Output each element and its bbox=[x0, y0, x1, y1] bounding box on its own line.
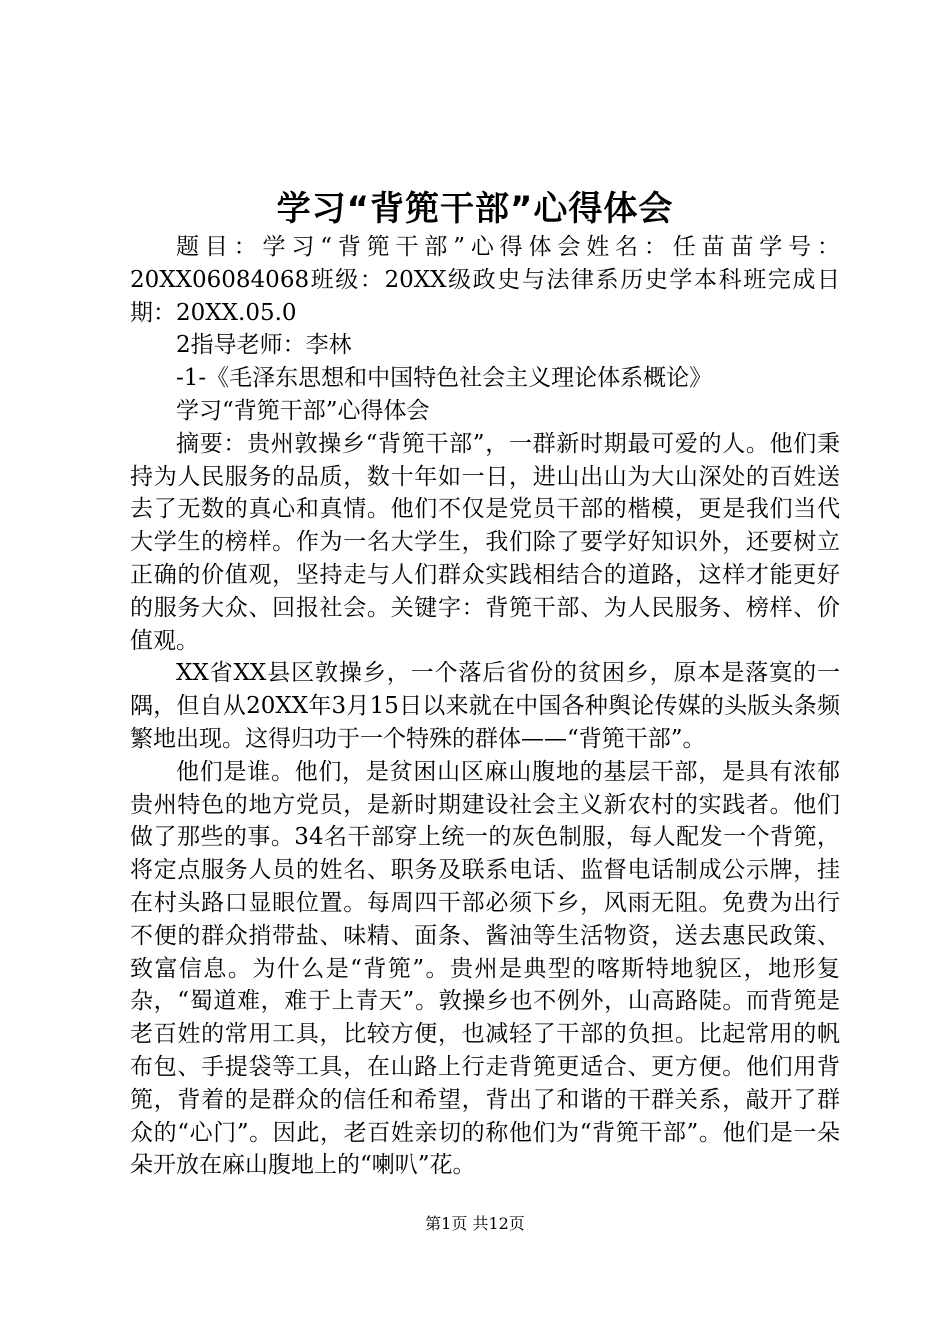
paragraph-intro: XX省XX县区敦操乡，一个落后省份的贫困乡，原本是落寞的一隅，但自从20XX年3月15日以来就在中国各种舆论传媒的头版头条频繁地出现。这得归功于一个特殊的群体——“背篼干部”。 bbox=[130, 660, 840, 752]
paragraph-subtitle: 学习“背篼干部”心得体会 bbox=[176, 397, 430, 424]
paragraph-advisor: 2指导老师：李林 bbox=[176, 332, 352, 359]
paragraph-who-they-are: 他们是谁。他们，是贫困山区麻山腹地的基层干部，是具有浓郁贵州特色的地方党员，是新时期建设社会主义新农村的实践者。他们做了那些的事。34名干部穿上统一的灰色制服，每人配发一个背篼，将定点服务人员的姓名、职务及联系电话、监督电话制成公示牌，挂在村头路口显眼位置。每周四干部必须下乡，风雨无阻。免费为出行不便的群众捎带盐、味精、面条、酱油等生活物资，送去惠民政策、致富信息。为什么是“背篼”。贵州是典型的喀斯特地貌区，地形复杂，“蜀道难，难于上青天”。敦操乡也不例外，山高路陡。而背篼是老百姓的常用工具，比较方便，也减轻了干部的负担。比起常用的帆布包、手提袋等工具，在山路上行走背篼更适合、更方便。他们用背篼，背着的是群众的信任和希望，背出了和谐的干群关系，敲开了群众的“心门”。因此，老百姓亲切的称他们为“背篼干部”。他们是一朵朵开放在麻山腹地上的“喇叭”花。 bbox=[130, 758, 840, 1179]
paragraph-course: -1-《毛泽东思想和中国特色社会主义理论体系概论》 bbox=[176, 365, 713, 392]
document-title: 学习“背篼干部”心得体会 bbox=[276, 189, 674, 229]
paragraph-header-info: 题目：学习“背篼干部”心得体会姓名：任苗苗学号：20XX06084068班级：20XX级政史与法律系历史学本科班完成日期：20XX.05.0 bbox=[130, 234, 840, 326]
document-body bbox=[130, 231, 840, 1182]
page-footer: 第1页 共12页 bbox=[425, 1214, 525, 1233]
paragraph-abstract: 摘要：贵州敦操乡“背篼干部”，一群新时期最可爱的人。他们秉持为人民服务的品质，数十年如一日，进山出山为大山深处的百姓送去了无数的真心和真情。他们不仅是党员干部的楷模，更是我们当代大学生的榜样。作为一名大学生，我们除了要学好知识外，还要树立正确的价值观，坚持走与人们群众实践相结合的道路，这样才能更好的服务大众、回报社会。关键字：背篼干部、为人民服务、榜样、价值观。 bbox=[130, 430, 840, 654]
